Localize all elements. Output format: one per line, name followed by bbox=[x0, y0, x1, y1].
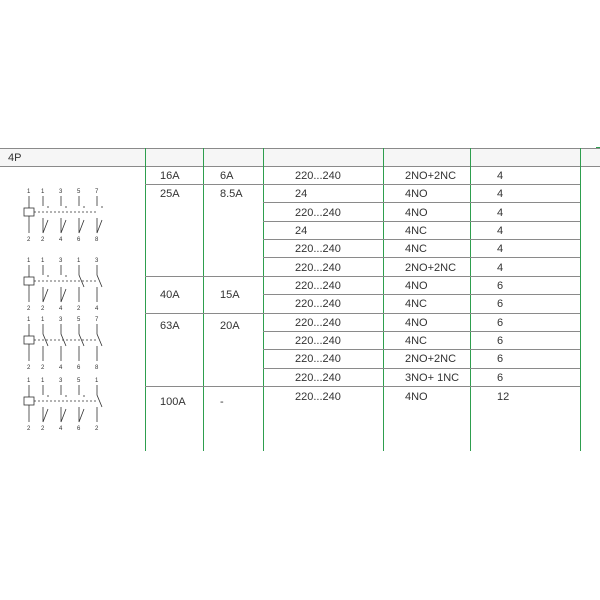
row-rule bbox=[263, 202, 580, 203]
column-divider bbox=[203, 148, 204, 451]
qty-cell: 4 bbox=[497, 170, 504, 182]
terminal-label: 8 bbox=[95, 365, 99, 371]
terminal-label: 4 bbox=[59, 426, 63, 432]
header-rule bbox=[0, 166, 600, 167]
row-rule bbox=[263, 331, 580, 332]
row-rule bbox=[263, 294, 580, 295]
terminal-label: 4 bbox=[59, 237, 63, 243]
terminal-label: 1 bbox=[41, 378, 45, 384]
wiring-diagram-3no1nc bbox=[18, 375, 118, 431]
row-rule bbox=[263, 239, 580, 240]
column-divider bbox=[145, 148, 146, 451]
voltage-cell: 24 bbox=[295, 225, 308, 237]
contacts-cell: 4NO bbox=[405, 207, 428, 219]
row-rule bbox=[263, 386, 580, 387]
contacts-cell: 4NO bbox=[405, 188, 428, 200]
qty-cell: 6 bbox=[497, 298, 504, 310]
qty-cell: 6 bbox=[497, 317, 504, 329]
terminal-label: 5 bbox=[77, 189, 81, 195]
voltage-cell: 220...240 bbox=[295, 391, 341, 403]
column-divider bbox=[263, 148, 264, 451]
qty-cell: 4 bbox=[497, 188, 504, 200]
terminal-label: 4 bbox=[95, 306, 99, 312]
rated-current-ac3: 6A bbox=[220, 170, 234, 182]
terminal-label: 1 bbox=[95, 378, 99, 384]
terminal-label: 2 bbox=[27, 365, 31, 371]
group-rule bbox=[145, 184, 263, 185]
column-divider bbox=[580, 148, 581, 451]
contacts-cell: 2NO+2NC bbox=[405, 353, 457, 365]
voltage-cell: 220...240 bbox=[295, 170, 341, 182]
wiring-diagram-4no bbox=[18, 186, 118, 242]
terminal-label: 1 bbox=[27, 378, 31, 384]
table-top-rule bbox=[0, 148, 600, 149]
terminal-label: 3 bbox=[95, 258, 99, 264]
terminal-label: 4 bbox=[59, 306, 63, 312]
rated-current-ac3: 8.5A bbox=[220, 188, 243, 200]
contacts-cell: 2NO+2NC bbox=[405, 262, 457, 274]
contacts-cell: 4NO bbox=[405, 280, 428, 292]
row-rule bbox=[263, 313, 580, 314]
qty-cell: 4 bbox=[497, 243, 504, 255]
terminal-label: 3 bbox=[59, 258, 63, 264]
qty-cell: 4 bbox=[497, 225, 504, 237]
terminal-label: 7 bbox=[95, 317, 99, 323]
row-rule bbox=[263, 221, 580, 222]
terminal-label: 6 bbox=[77, 426, 81, 432]
terminal-label: 2 bbox=[41, 306, 45, 312]
contacts-cell: 4NO bbox=[405, 391, 428, 403]
terminal-label: 1 bbox=[41, 317, 45, 323]
terminal-label: 2 bbox=[41, 237, 45, 243]
terminal-label: 5 bbox=[77, 317, 81, 323]
voltage-cell: 220...240 bbox=[295, 207, 341, 219]
row-rule bbox=[263, 368, 580, 369]
terminal-label: 7 bbox=[95, 189, 99, 195]
terminal-label: 1 bbox=[27, 189, 31, 195]
terminal-label: 2 bbox=[27, 237, 31, 243]
rated-current: 40A bbox=[160, 289, 180, 301]
voltage-cell: 220...240 bbox=[295, 353, 341, 365]
contacts-cell: 4NC bbox=[405, 225, 428, 237]
rated-current: 25A bbox=[160, 188, 180, 200]
terminal-label: 5 bbox=[77, 378, 81, 384]
terminal-label: 6 bbox=[77, 365, 81, 371]
terminal-label: 1 bbox=[41, 189, 45, 195]
rated-current: 16A bbox=[160, 170, 180, 182]
voltage-cell: 220...240 bbox=[295, 243, 341, 255]
terminal-label: 4 bbox=[59, 365, 63, 371]
row-rule bbox=[263, 184, 580, 185]
qty-cell: 12 bbox=[497, 391, 510, 403]
rated-current: 100A bbox=[160, 396, 186, 408]
contacts-cell: 2NO+2NC bbox=[405, 170, 457, 182]
group-rule bbox=[145, 276, 263, 277]
terminal-label: 1 bbox=[27, 258, 31, 264]
terminal-label: 6 bbox=[77, 237, 81, 243]
rated-current-ac3: 20A bbox=[220, 320, 240, 332]
voltage-cell: 220...240 bbox=[295, 335, 341, 347]
wiring-diagram-2no2nc bbox=[18, 255, 118, 311]
voltage-cell: 220...240 bbox=[295, 298, 341, 310]
rated-current-ac3: 15A bbox=[220, 289, 240, 301]
voltage-cell: 220...240 bbox=[295, 317, 341, 329]
voltage-cell: 220...240 bbox=[295, 372, 341, 384]
qty-cell: 6 bbox=[497, 335, 504, 347]
section-label: 4P bbox=[8, 152, 22, 164]
terminal-label: 2 bbox=[41, 426, 45, 432]
voltage-cell: 220...240 bbox=[295, 262, 341, 274]
contacts-cell: 4NC bbox=[405, 243, 428, 255]
qty-cell: 6 bbox=[497, 372, 504, 384]
qty-cell: 6 bbox=[497, 353, 504, 365]
terminal-label: 2 bbox=[27, 306, 31, 312]
terminal-label: 1 bbox=[77, 258, 81, 264]
contacts-cell: 3NO+ 1NC bbox=[405, 372, 460, 384]
qty-cell: 6 bbox=[497, 280, 504, 292]
terminal-label: 3 bbox=[59, 189, 63, 195]
contacts-cell: 4NC bbox=[405, 335, 428, 347]
group-rule bbox=[145, 386, 263, 387]
qty-cell: 4 bbox=[497, 207, 504, 219]
row-rule bbox=[263, 257, 580, 258]
wiring-diagram-4nc bbox=[18, 314, 118, 370]
voltage-cell: 220...240 bbox=[295, 280, 341, 292]
row-rule bbox=[263, 276, 580, 277]
terminal-label: 1 bbox=[27, 317, 31, 323]
terminal-label: 2 bbox=[41, 365, 45, 371]
contacts-cell: 4NC bbox=[405, 298, 428, 310]
terminal-label: 1 bbox=[41, 258, 45, 264]
column-divider bbox=[383, 148, 384, 451]
terminal-label: 3 bbox=[59, 317, 63, 323]
terminal-label: 8 bbox=[95, 237, 99, 243]
terminal-label: 2 bbox=[77, 306, 81, 312]
rated-current-ac3: - bbox=[220, 396, 224, 408]
group-rule bbox=[145, 313, 263, 314]
rated-current: 63A bbox=[160, 320, 180, 332]
qty-cell: 4 bbox=[497, 262, 504, 274]
header-band bbox=[0, 148, 600, 166]
terminal-label: 2 bbox=[27, 426, 31, 432]
row-rule bbox=[263, 349, 580, 350]
terminal-label: 2 bbox=[95, 426, 99, 432]
contacts-cell: 4NO bbox=[405, 317, 428, 329]
column-divider bbox=[470, 148, 471, 451]
voltage-cell: 24 bbox=[295, 188, 308, 200]
terminal-label: 3 bbox=[59, 378, 63, 384]
